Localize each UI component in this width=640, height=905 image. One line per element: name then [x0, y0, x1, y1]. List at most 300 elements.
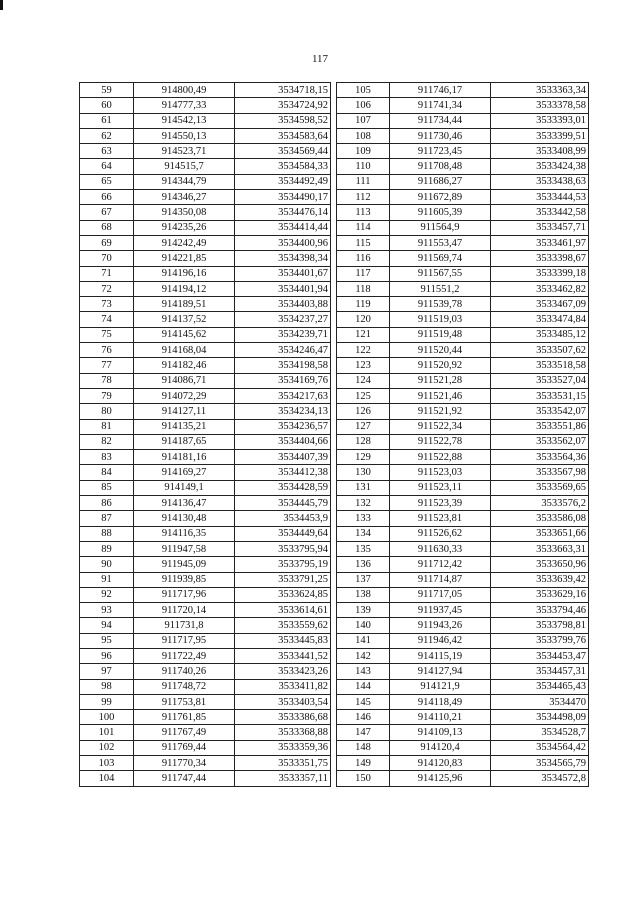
point-number-cell: 74	[80, 312, 134, 327]
table-row	[80, 587, 331, 602]
y-coordinate-cell: 3533457,71	[491, 220, 589, 235]
table-row	[80, 633, 331, 648]
table-row	[337, 725, 589, 740]
y-coordinate-cell: 3533403,54	[235, 694, 331, 709]
x-coordinate-cell: 911567,55	[390, 266, 491, 281]
table-row	[80, 465, 331, 480]
y-coordinate-cell: 3534398,34	[235, 251, 331, 266]
table-row	[80, 220, 331, 235]
y-coordinate-cell: 3533461,97	[491, 235, 589, 250]
y-coordinate-cell: 3533614,61	[235, 603, 331, 618]
y-coordinate-cell: 3533398,67	[491, 251, 589, 266]
x-coordinate-cell: 914127,11	[134, 404, 235, 419]
point-number-cell: 131	[337, 480, 390, 495]
table-row	[80, 526, 331, 541]
x-coordinate-cell: 911522,78	[390, 434, 491, 449]
x-coordinate-cell: 914130,48	[134, 511, 235, 526]
x-coordinate-cell: 914187,65	[134, 434, 235, 449]
table-row	[337, 740, 589, 755]
y-coordinate-cell: 3533542,07	[491, 404, 589, 419]
table-row	[337, 144, 589, 159]
x-coordinate-cell: 911521,46	[390, 388, 491, 403]
point-number-cell: 135	[337, 541, 390, 556]
table-row	[80, 281, 331, 296]
y-coordinate-cell: 3534403,88	[235, 297, 331, 312]
x-coordinate-cell: 911945,09	[134, 557, 235, 572]
y-coordinate-cell: 3534237,27	[235, 312, 331, 327]
x-coordinate-cell: 911731,8	[134, 618, 235, 633]
x-coordinate-cell: 911747,44	[134, 771, 235, 786]
y-coordinate-cell: 3534476,14	[235, 205, 331, 220]
table-row	[80, 113, 331, 128]
y-coordinate-cell: 3533411,82	[235, 679, 331, 694]
table-row	[80, 648, 331, 663]
x-coordinate-cell: 914189,51	[134, 297, 235, 312]
y-coordinate-cell: 3533569,65	[491, 480, 589, 495]
y-coordinate-cell: 3534583,64	[235, 128, 331, 143]
x-coordinate-cell: 911717,96	[134, 587, 235, 602]
x-coordinate-cell: 911523,11	[390, 480, 491, 495]
table-row	[80, 771, 331, 786]
y-coordinate-cell: 3534414,44	[235, 220, 331, 235]
y-coordinate-cell: 3533795,94	[235, 541, 331, 556]
x-coordinate-cell: 914115,19	[390, 648, 491, 663]
page-number: 117	[311, 53, 329, 65]
point-number-cell: 103	[80, 756, 134, 771]
table-row	[80, 572, 331, 587]
x-coordinate-cell: 911720,14	[134, 603, 235, 618]
table-row	[80, 358, 331, 373]
y-coordinate-cell: 3533794,46	[491, 603, 589, 618]
y-coordinate-cell: 3533408,99	[491, 144, 589, 159]
x-coordinate-cell: 911761,85	[134, 710, 235, 725]
y-coordinate-cell: 3534404,66	[235, 434, 331, 449]
y-coordinate-cell: 3533624,85	[235, 587, 331, 602]
point-number-cell: 112	[337, 190, 390, 205]
point-number-cell: 94	[80, 618, 134, 633]
y-coordinate-cell: 3533567,98	[491, 465, 589, 480]
table-row	[337, 480, 589, 495]
x-coordinate-cell: 911723,45	[390, 144, 491, 159]
table-row	[80, 83, 331, 98]
y-coordinate-cell: 3533442,58	[491, 205, 589, 220]
table-row	[80, 159, 331, 174]
x-coordinate-cell: 911741,34	[390, 98, 491, 113]
y-coordinate-cell: 3533399,51	[491, 128, 589, 143]
y-coordinate-cell: 3534584,33	[235, 159, 331, 174]
table-row	[337, 648, 589, 663]
table-row	[80, 190, 331, 205]
table-row	[337, 159, 589, 174]
y-coordinate-cell: 3534724,92	[235, 98, 331, 113]
x-coordinate-cell: 914196,16	[134, 266, 235, 281]
table-row	[337, 297, 589, 312]
table-row	[337, 450, 589, 465]
y-coordinate-cell: 3534400,96	[235, 235, 331, 250]
x-coordinate-cell: 914137,52	[134, 312, 235, 327]
table-row	[337, 358, 589, 373]
x-coordinate-cell: 914118,49	[390, 694, 491, 709]
y-coordinate-cell: 3533559,62	[235, 618, 331, 633]
point-number-cell: 90	[80, 557, 134, 572]
x-coordinate-cell: 911523,03	[390, 465, 491, 480]
point-number-cell: 122	[337, 343, 390, 358]
point-number-cell: 114	[337, 220, 390, 235]
point-number-cell: 138	[337, 587, 390, 602]
y-coordinate-cell: 3534569,44	[235, 144, 331, 159]
point-number-cell: 117	[337, 266, 390, 281]
y-coordinate-cell: 3533795,19	[235, 557, 331, 572]
point-number-cell: 64	[80, 159, 134, 174]
table-row	[337, 235, 589, 250]
y-coordinate-cell: 3533485,12	[491, 327, 589, 342]
table-row	[80, 388, 331, 403]
point-number-cell: 108	[337, 128, 390, 143]
x-coordinate-cell: 914346,27	[134, 190, 235, 205]
table-row	[80, 603, 331, 618]
x-coordinate-cell: 914242,49	[134, 235, 235, 250]
point-number-cell: 78	[80, 373, 134, 388]
table-row	[80, 98, 331, 113]
table-row	[80, 664, 331, 679]
table-row	[80, 419, 331, 434]
point-number-cell: 105	[337, 83, 390, 98]
y-coordinate-cell: 3533576,2	[491, 496, 589, 511]
table-row	[80, 235, 331, 250]
point-number-cell: 124	[337, 373, 390, 388]
point-number-cell: 140	[337, 618, 390, 633]
y-coordinate-cell: 3533399,18	[491, 266, 589, 281]
point-number-cell: 118	[337, 281, 390, 296]
table-row	[80, 373, 331, 388]
table-row	[80, 205, 331, 220]
y-coordinate-cell: 3533351,75	[235, 756, 331, 771]
y-coordinate-cell: 3534239,71	[235, 327, 331, 342]
y-coordinate-cell: 3534449,64	[235, 526, 331, 541]
y-coordinate-cell: 3534445,79	[235, 496, 331, 511]
y-coordinate-cell: 3534412,38	[235, 465, 331, 480]
point-number-cell: 126	[337, 404, 390, 419]
y-coordinate-cell: 3533386,68	[235, 710, 331, 725]
point-number-cell: 59	[80, 83, 134, 98]
table-row	[337, 771, 589, 786]
point-number-cell: 133	[337, 511, 390, 526]
point-number-cell: 139	[337, 603, 390, 618]
table-row	[80, 343, 331, 358]
y-coordinate-cell: 3533368,88	[235, 725, 331, 740]
table-row	[337, 664, 589, 679]
y-coordinate-cell: 3534169,76	[235, 373, 331, 388]
x-coordinate-cell: 911770,34	[134, 756, 235, 771]
table-row	[80, 251, 331, 266]
table-row	[337, 128, 589, 143]
x-coordinate-cell: 911522,34	[390, 419, 491, 434]
point-number-cell: 67	[80, 205, 134, 220]
point-number-cell: 85	[80, 480, 134, 495]
table-row	[337, 388, 589, 403]
x-coordinate-cell: 911523,39	[390, 496, 491, 511]
x-coordinate-cell: 914136,47	[134, 496, 235, 511]
point-number-cell: 113	[337, 205, 390, 220]
point-number-cell: 123	[337, 358, 390, 373]
y-coordinate-cell: 3533467,09	[491, 297, 589, 312]
y-coordinate-cell: 3534407,39	[235, 450, 331, 465]
table-row	[337, 220, 589, 235]
y-coordinate-cell: 3533507,62	[491, 343, 589, 358]
table-row	[337, 343, 589, 358]
point-number-cell: 88	[80, 526, 134, 541]
point-number-cell: 63	[80, 144, 134, 159]
point-number-cell: 120	[337, 312, 390, 327]
x-coordinate-cell: 911551,2	[390, 281, 491, 296]
x-coordinate-cell: 911708,48	[390, 159, 491, 174]
table-row	[337, 205, 589, 220]
table-row	[80, 434, 331, 449]
point-number-cell: 104	[80, 771, 134, 786]
x-coordinate-cell: 911767,49	[134, 725, 235, 740]
point-number-cell: 75	[80, 327, 134, 342]
table-row	[80, 480, 331, 495]
y-coordinate-cell: 3533378,58	[491, 98, 589, 113]
y-coordinate-cell: 3534490,17	[235, 190, 331, 205]
point-number-cell: 76	[80, 343, 134, 358]
point-number-cell: 82	[80, 434, 134, 449]
table-row	[80, 618, 331, 633]
y-coordinate-cell: 3533441,52	[235, 648, 331, 663]
y-coordinate-cell: 3533474,84	[491, 312, 589, 327]
y-coordinate-cell: 3534234,13	[235, 404, 331, 419]
point-number-cell: 83	[80, 450, 134, 465]
point-number-cell: 77	[80, 358, 134, 373]
x-coordinate-cell: 914523,71	[134, 144, 235, 159]
point-number-cell: 89	[80, 541, 134, 556]
table-row	[337, 434, 589, 449]
x-coordinate-cell: 911753,81	[134, 694, 235, 709]
y-coordinate-cell: 3534564,42	[491, 740, 589, 755]
x-coordinate-cell: 911946,42	[390, 633, 491, 648]
table-row	[80, 144, 331, 159]
point-number-cell: 147	[337, 725, 390, 740]
point-number-cell: 128	[337, 434, 390, 449]
point-number-cell: 125	[337, 388, 390, 403]
coordinates-table-right	[336, 82, 589, 787]
table-row	[337, 113, 589, 128]
x-coordinate-cell: 911520,44	[390, 343, 491, 358]
x-coordinate-cell: 914777,33	[134, 98, 235, 113]
y-coordinate-cell: 3534217,63	[235, 388, 331, 403]
x-coordinate-cell: 911569,74	[390, 251, 491, 266]
y-coordinate-cell: 3533650,96	[491, 557, 589, 572]
table-row	[80, 694, 331, 709]
x-coordinate-cell: 914145,62	[134, 327, 235, 342]
y-coordinate-cell: 3533551,86	[491, 419, 589, 434]
table-row	[337, 756, 589, 771]
x-coordinate-cell: 911672,89	[390, 190, 491, 205]
point-number-cell: 60	[80, 98, 134, 113]
y-coordinate-cell: 3534401,67	[235, 266, 331, 281]
point-number-cell: 136	[337, 557, 390, 572]
y-coordinate-cell: 3533531,15	[491, 388, 589, 403]
x-coordinate-cell: 911748,72	[134, 679, 235, 694]
x-coordinate-cell: 914125,96	[390, 771, 491, 786]
point-number-cell: 101	[80, 725, 134, 740]
table-row	[80, 404, 331, 419]
x-coordinate-cell: 914168,04	[134, 343, 235, 358]
point-number-cell: 73	[80, 297, 134, 312]
table-row	[337, 419, 589, 434]
table-row	[80, 679, 331, 694]
x-coordinate-cell: 911939,85	[134, 572, 235, 587]
point-number-cell: 134	[337, 526, 390, 541]
table-row	[80, 740, 331, 755]
table-row	[337, 603, 589, 618]
point-number-cell: 80	[80, 404, 134, 419]
table-row	[337, 83, 589, 98]
table-row	[337, 496, 589, 511]
x-coordinate-cell: 911717,95	[134, 633, 235, 648]
x-coordinate-cell: 911564,9	[390, 220, 491, 235]
point-number-cell: 150	[337, 771, 390, 786]
point-number-cell: 127	[337, 419, 390, 434]
point-number-cell: 99	[80, 694, 134, 709]
table-row	[337, 710, 589, 725]
y-coordinate-cell: 3533629,16	[491, 587, 589, 602]
table-row	[80, 174, 331, 189]
table-row	[80, 496, 331, 511]
point-number-cell: 146	[337, 710, 390, 725]
table-row	[337, 633, 589, 648]
table-row	[337, 373, 589, 388]
y-coordinate-cell: 3533445,83	[235, 633, 331, 648]
table-row	[80, 297, 331, 312]
y-coordinate-cell: 3533423,26	[235, 664, 331, 679]
point-number-cell: 96	[80, 648, 134, 663]
point-number-cell: 97	[80, 664, 134, 679]
point-number-cell: 121	[337, 327, 390, 342]
point-number-cell: 100	[80, 710, 134, 725]
point-number-cell: 98	[80, 679, 134, 694]
point-number-cell: 110	[337, 159, 390, 174]
x-coordinate-cell: 911734,44	[390, 113, 491, 128]
x-coordinate-cell: 911746,17	[390, 83, 491, 98]
y-coordinate-cell: 3533639,42	[491, 572, 589, 587]
x-coordinate-cell: 914110,21	[390, 710, 491, 725]
table-row	[337, 190, 589, 205]
point-number-cell: 129	[337, 450, 390, 465]
x-coordinate-cell: 911519,03	[390, 312, 491, 327]
y-coordinate-cell: 3533393,01	[491, 113, 589, 128]
table-row	[80, 541, 331, 556]
table-row	[337, 541, 589, 556]
table-row	[80, 327, 331, 342]
x-coordinate-cell: 914149,1	[134, 480, 235, 495]
point-number-cell: 68	[80, 220, 134, 235]
point-number-cell: 119	[337, 297, 390, 312]
point-number-cell: 142	[337, 648, 390, 663]
y-coordinate-cell: 3534718,15	[235, 83, 331, 98]
y-coordinate-cell: 3533663,31	[491, 541, 589, 556]
point-number-cell: 137	[337, 572, 390, 587]
y-coordinate-cell: 3533444,53	[491, 190, 589, 205]
x-coordinate-cell: 911686,27	[390, 174, 491, 189]
x-coordinate-cell: 911943,26	[390, 618, 491, 633]
point-number-cell: 143	[337, 664, 390, 679]
x-coordinate-cell: 914135,21	[134, 419, 235, 434]
table-row	[80, 710, 331, 725]
y-coordinate-cell: 3533518,58	[491, 358, 589, 373]
x-coordinate-cell: 911717,05	[390, 587, 491, 602]
y-coordinate-cell: 3534572,8	[491, 771, 589, 786]
point-number-cell: 66	[80, 190, 134, 205]
y-coordinate-cell: 3534498,09	[491, 710, 589, 725]
x-coordinate-cell: 911605,39	[390, 205, 491, 220]
x-coordinate-cell: 914235,26	[134, 220, 235, 235]
y-coordinate-cell: 3533438,63	[491, 174, 589, 189]
point-number-cell: 79	[80, 388, 134, 403]
point-number-cell: 95	[80, 633, 134, 648]
table-row	[337, 281, 589, 296]
point-number-cell: 71	[80, 266, 134, 281]
point-number-cell: 111	[337, 174, 390, 189]
table-row	[337, 526, 589, 541]
table-row	[337, 312, 589, 327]
point-number-cell: 69	[80, 235, 134, 250]
y-coordinate-cell: 3534236,57	[235, 419, 331, 434]
y-coordinate-cell: 3533359,36	[235, 740, 331, 755]
point-number-cell: 91	[80, 572, 134, 587]
y-coordinate-cell: 3533799,76	[491, 633, 589, 648]
point-number-cell: 144	[337, 679, 390, 694]
y-coordinate-cell: 3534453,47	[491, 648, 589, 663]
y-coordinate-cell: 3534198,58	[235, 358, 331, 373]
x-coordinate-cell: 914109,13	[390, 725, 491, 740]
point-number-cell: 102	[80, 740, 134, 755]
point-number-cell: 109	[337, 144, 390, 159]
table-row	[337, 327, 589, 342]
y-coordinate-cell: 3534598,52	[235, 113, 331, 128]
x-coordinate-cell: 911521,28	[390, 373, 491, 388]
point-number-cell: 72	[80, 281, 134, 296]
x-coordinate-cell: 911714,87	[390, 572, 491, 587]
x-coordinate-cell: 914127,94	[390, 664, 491, 679]
y-coordinate-cell: 3533357,11	[235, 771, 331, 786]
table-row	[337, 266, 589, 281]
y-coordinate-cell: 3534401,94	[235, 281, 331, 296]
table-row	[80, 725, 331, 740]
table-row	[80, 756, 331, 771]
point-number-cell: 65	[80, 174, 134, 189]
table-row	[337, 174, 589, 189]
point-number-cell: 84	[80, 465, 134, 480]
x-coordinate-cell: 914116,35	[134, 526, 235, 541]
y-coordinate-cell: 3533798,81	[491, 618, 589, 633]
point-number-cell: 141	[337, 633, 390, 648]
y-coordinate-cell: 3533462,82	[491, 281, 589, 296]
y-coordinate-cell: 3534457,31	[491, 664, 589, 679]
x-coordinate-cell: 911722,49	[134, 648, 235, 663]
x-coordinate-cell: 911937,45	[390, 603, 491, 618]
x-coordinate-cell: 911519,48	[390, 327, 491, 342]
table-row	[337, 557, 589, 572]
y-coordinate-cell: 3534453,9	[235, 511, 331, 526]
x-coordinate-cell: 914550,13	[134, 128, 235, 143]
y-coordinate-cell: 3533586,08	[491, 511, 589, 526]
y-coordinate-cell: 3533564,36	[491, 450, 589, 465]
table-row	[80, 128, 331, 143]
x-coordinate-cell: 914072,29	[134, 388, 235, 403]
point-number-cell: 149	[337, 756, 390, 771]
table-row	[337, 465, 589, 480]
